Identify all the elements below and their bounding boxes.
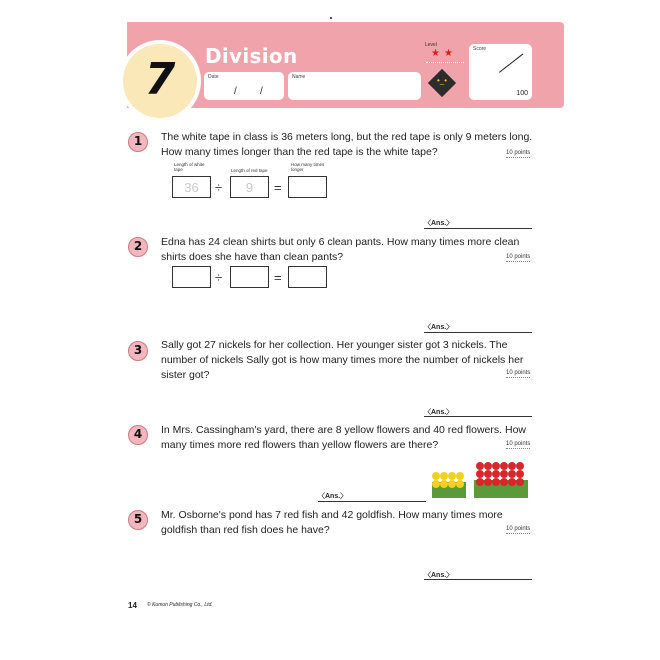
answer-label-1: 〈Ans.〉 (424, 220, 454, 227)
division-sign: ÷ (215, 270, 223, 285)
answer-line-3[interactable] (424, 416, 532, 417)
score-label: Score (473, 46, 487, 52)
problem-text-1: The white tape in class is 36 meters long, but the red tape is only 9 meters long. How many times longer than the red tape is the white tape? (161, 131, 533, 158)
date-field[interactable] (204, 72, 284, 100)
points-1: 10 points (506, 150, 531, 156)
equation-box-divisor[interactable] (230, 266, 269, 288)
equals-sign: = (274, 270, 282, 285)
name-label: Name (292, 74, 306, 80)
yellow-flowers-icon (432, 472, 466, 498)
date-slash-1: / (234, 86, 237, 97)
points-5: 10 points (506, 526, 531, 532)
page-number: 14 (128, 601, 137, 610)
problem-number-5: 5 (128, 510, 148, 530)
division-sign: ÷ (215, 180, 223, 195)
date-slash-2: / (260, 86, 263, 97)
answer-label-5: 〈Ans.〉 (424, 572, 454, 579)
equation-box-quotient[interactable] (288, 176, 327, 198)
problem-number-3: 3 (128, 341, 148, 361)
level-label: Level (425, 42, 437, 48)
problem-text-2: Edna has 24 clean shirts but only 6 clean pants. How many times more clean shirts does she have than clean pants? (161, 236, 520, 263)
date-label: Date (208, 74, 219, 80)
points-3: 10 points (506, 370, 531, 376)
label-red-tape: Length of red tape (231, 168, 268, 173)
star-icon: ★ (431, 48, 440, 59)
problem-number-4: 4 (128, 425, 148, 445)
level-divider (426, 62, 464, 63)
equation-box-dividend[interactable] (172, 176, 211, 198)
problem-number-1: 1 (128, 132, 148, 152)
score-field[interactable] (469, 44, 532, 100)
answer-line-1[interactable] (424, 228, 532, 229)
score-divider (499, 54, 523, 73)
divisor-value: 9 (245, 180, 254, 195)
problem-number-2: 2 (128, 237, 148, 257)
points-4: 10 points (506, 441, 531, 447)
flowers-illustration (428, 456, 532, 502)
dividend-value: 36 (184, 180, 199, 195)
name-field[interactable] (288, 72, 421, 100)
equation-box-divisor[interactable] (230, 176, 269, 198)
problem-text-5: Mr. Osborne's pond has 7 red fish and 42 goldfish. How many times more goldfish than red fish does he have? (161, 509, 503, 536)
equals-sign: = (274, 180, 282, 195)
equation-box-quotient[interactable] (288, 266, 327, 288)
problem-text-4: In Mrs. Cassingham's yard, there are 8 yellow flowers and 40 red flowers. How many times more red flowers than yellow flowers are there? (161, 424, 526, 451)
answer-line-2[interactable] (424, 332, 532, 333)
answer-line-4[interactable] (318, 501, 426, 502)
label-times-longer: How many times longer (291, 162, 325, 172)
points-2: 10 points (506, 254, 531, 260)
answer-label-2: 〈Ans.〉 (424, 324, 454, 331)
answer-label-3: 〈Ans.〉 (424, 409, 454, 416)
score-total: 100 (516, 90, 528, 97)
equation-box-dividend[interactable] (172, 266, 211, 288)
unit-badge (119, 40, 201, 122)
face-icon: •_• (436, 76, 448, 85)
red-flowers-icon (474, 462, 528, 498)
answer-line-5[interactable] (424, 579, 532, 580)
unit-number: 7 (144, 54, 176, 105)
star-icon: ★ (444, 48, 453, 59)
label-white-tape: Length of white tape (174, 162, 205, 172)
copyright: © Kumon Publishing Co., Ltd. (147, 602, 213, 608)
top-mark (330, 17, 332, 19)
problem-text-3: Sally got 27 nickels for her collection. Her younger sister got 3 nickels. The number of nickels Sally got is how many times more the number of nickels her sister got? (161, 339, 524, 381)
page-title: Division (205, 44, 298, 68)
answer-label-4: 〈Ans.〉 (318, 493, 348, 500)
